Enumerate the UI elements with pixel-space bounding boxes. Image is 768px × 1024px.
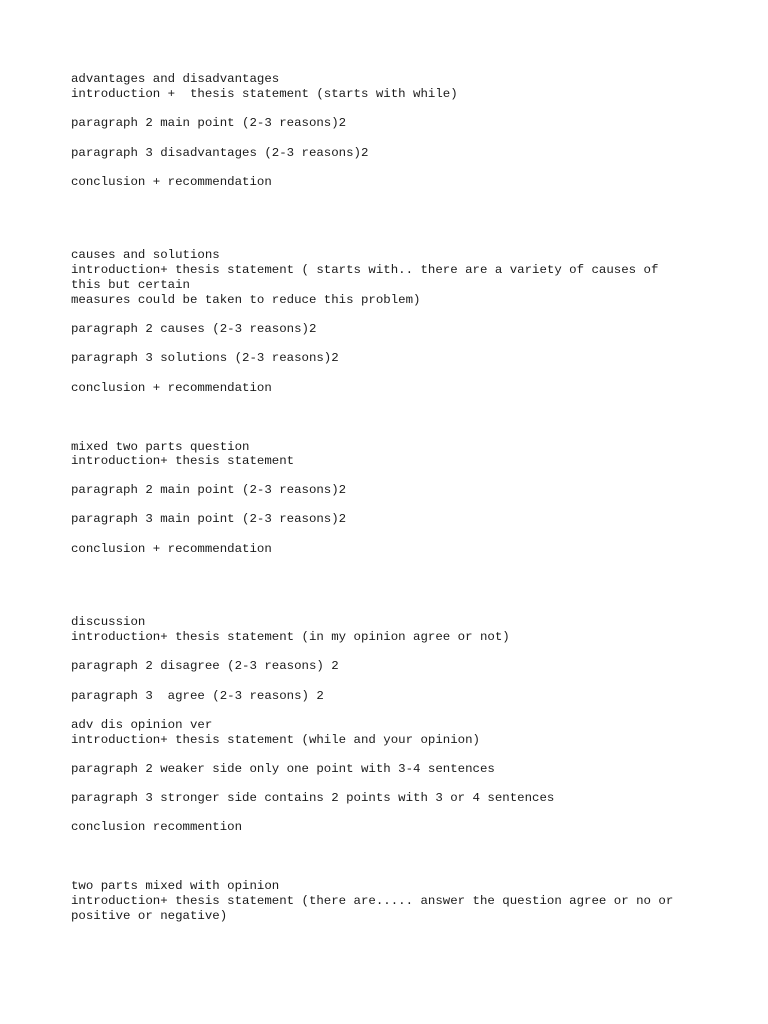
intro-line: introduction+ thesis statement ( starts with.. there are a variety of causes of (71, 263, 659, 277)
intro-line-continued: positive or negative) (71, 909, 228, 923)
intro-line: introduction+ thesis statement (there are..... answer the question agree or no or (71, 894, 674, 908)
conclusion-line: conclusion + recommendation (71, 381, 272, 395)
intro-line-continued: measures could be taken to reduce this problem) (71, 293, 421, 307)
section-heading-adv-dis-opinion: adv dis opinion ver (71, 718, 213, 732)
section-heading-causes: causes and solutions (71, 248, 220, 262)
section-heading-mixed: mixed two parts question (71, 440, 250, 454)
intro-line: introduction + thesis statement (starts with while) (71, 87, 458, 101)
paragraph-3-line: paragraph 3 solutions (2-3 reasons)2 (71, 351, 339, 365)
conclusion-line: conclusion + recommendation (71, 175, 272, 189)
intro-line: introduction+ thesis statement (71, 454, 295, 468)
paragraph-2-line: paragraph 2 disagree (2-3 reasons) 2 (71, 659, 339, 673)
intro-line: introduction+ thesis statement (while and your opinion) (71, 733, 480, 747)
intro-line-continued: this but certain (71, 278, 190, 292)
paragraph-2-line: paragraph 2 weaker side only one point with 3-4 sentences (71, 762, 495, 776)
paragraph-2-line: paragraph 2 causes (2-3 reasons)2 (71, 322, 317, 336)
paragraph-3-line: paragraph 3 stronger side contains 2 points with 3 or 4 sentences (71, 791, 555, 805)
paragraph-3-line: paragraph 3 main point (2-3 reasons)2 (71, 512, 347, 526)
section-heading-advantages: advantages and disadvantages (71, 72, 280, 86)
paragraph-3-line: paragraph 3 agree (2-3 reasons) 2 (71, 689, 324, 703)
paragraph-2-line: paragraph 2 main point (2-3 reasons)2 (71, 116, 347, 130)
section-heading-discussion: discussion (71, 615, 146, 629)
section-heading-two-parts-opinion: two parts mixed with opinion (71, 879, 280, 893)
intro-line: introduction+ thesis statement (in my opinion agree or not) (71, 630, 510, 644)
paragraph-3-line: paragraph 3 disadvantages (2-3 reasons)2 (71, 146, 369, 160)
paragraph-2-line: paragraph 2 main point (2-3 reasons)2 (71, 483, 347, 497)
conclusion-line: conclusion + recommendation (71, 542, 272, 556)
conclusion-line: conclusion recommention (71, 820, 243, 834)
